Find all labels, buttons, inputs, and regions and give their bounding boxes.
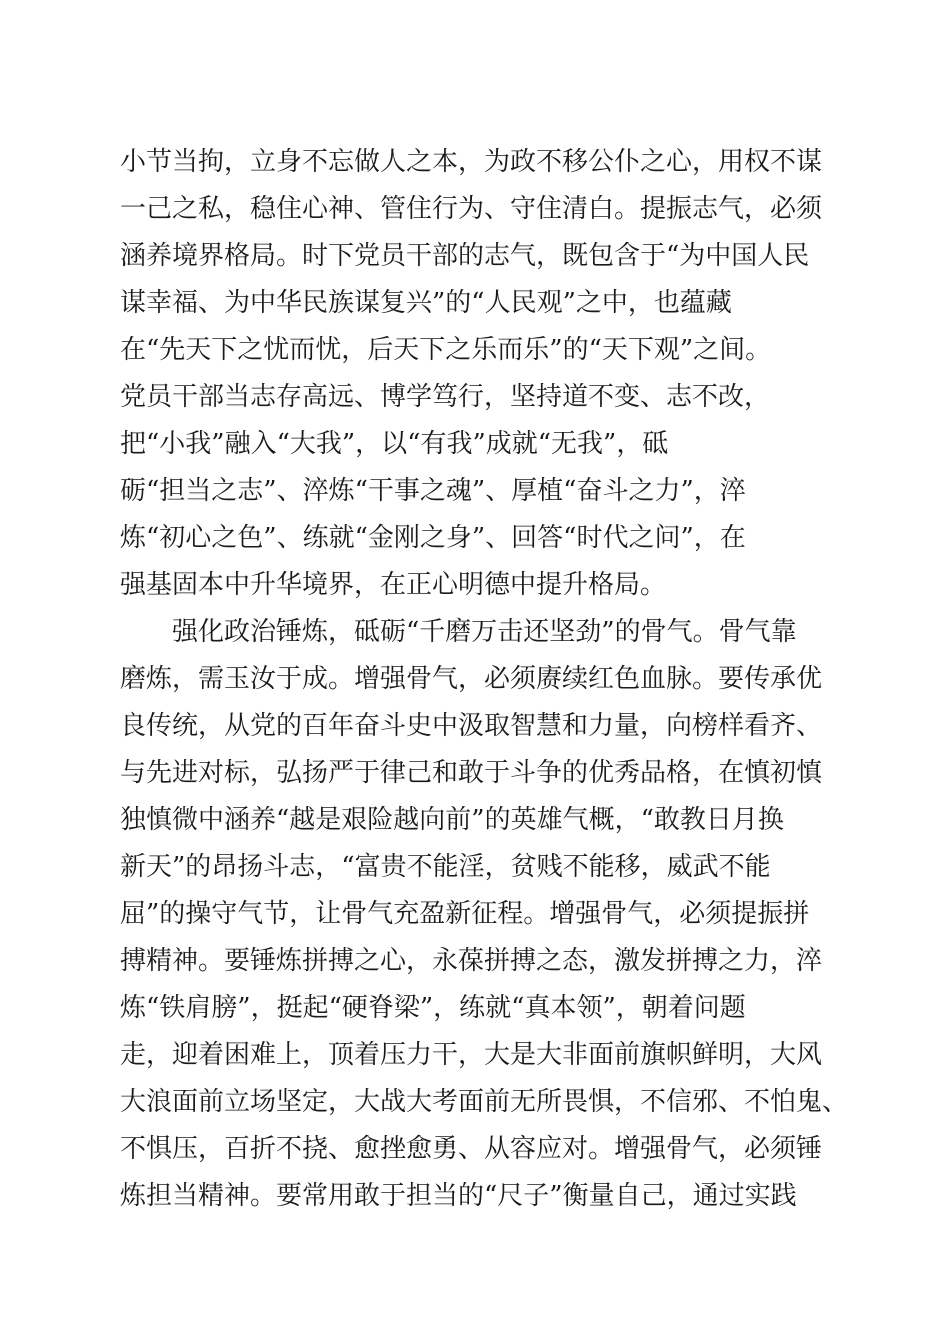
document-body [120, 139, 849, 1220]
text-line: 屈”的操守气节，让骨气充盈新征程。增强骨气，必须提振拼 [120, 899, 810, 929]
text-line: 独慎微中涵养“越是艰险越向前”的英雄气概，“敢教日月换 [120, 805, 784, 835]
text-line: 走，迎着困难上，顶着压力干，大是大非面前旗帜鲜明，大风 [120, 1040, 823, 1070]
text-line: 小节当拘，立身不忘做人之本，为政不移公仆之心，用权不谋 [120, 147, 823, 177]
text-line: 在“先天下之忧而忧，后天下之乐而乐”的“天下观”之间。 [120, 335, 772, 365]
text-line: 搏精神。要锤炼拼搏之心，永葆拼搏之态，激发拼搏之力，淬 [120, 946, 823, 976]
text-line: 不惧压，百折不挠、愈挫愈勇、从容应对。增强骨气，必须锤 [120, 1134, 823, 1164]
text-line: 炼担当精神。要常用敢于担当的“尺子”衡量自己，通过实践 [120, 1181, 797, 1211]
text-line: 炼“铁肩膀”，挺起“硬脊梁”，练就“真本领”，朝着问题 [120, 993, 746, 1023]
paragraph-first-line: 强化政治锤炼，砥砺“千磨万击还坚劲”的骨气。骨气靠 [172, 617, 797, 647]
text-line: 一己之私，稳住心神、管住行为、守住清白。提振志气，必须 [120, 194, 823, 224]
text-line: 强基固本中升华境界，在正心明德中提升格局。 [120, 570, 667, 600]
text-line: 磨炼，需玉汝于成。增强骨气，必须赓续红色血脉。要传承优 [120, 664, 823, 694]
text-line: 良传统，从党的百年奋斗史中汲取智慧和力量，向榜样看齐、 [120, 711, 823, 741]
text-line: 党员干部当志存高远、博学笃行，坚持道不变、志不改， [120, 382, 771, 412]
text-line: 大浪面前立场坚定，大战大考面前无所畏惧，不信邪、不怕鬼、 [120, 1087, 849, 1117]
text-line: 炼“初心之色”、练就“金刚之身”、回答“时代之问”，在 [120, 523, 746, 553]
text-line: 把“小我”融入“大我”，以“有我”成就“无我”，砥 [120, 429, 669, 459]
text-line: 谋幸福、为中华民族谋复兴”的“人民观”之中，也蕴藏 [120, 288, 732, 318]
text-line: 新天”的昂扬斗志，“富贵不能淫，贫贱不能移，威武不能 [120, 852, 771, 882]
text-line: 与先进对标，弘扬严于律己和敢于斗争的优秀品格，在慎初慎 [120, 758, 823, 788]
text-line: 涵养境界格局。时下党员干部的志气，既包含于“为中国人民 [120, 241, 810, 271]
text-line: 砺“担当之志”、淬炼“干事之魂”、厚植“奋斗之力”，淬 [120, 476, 746, 506]
